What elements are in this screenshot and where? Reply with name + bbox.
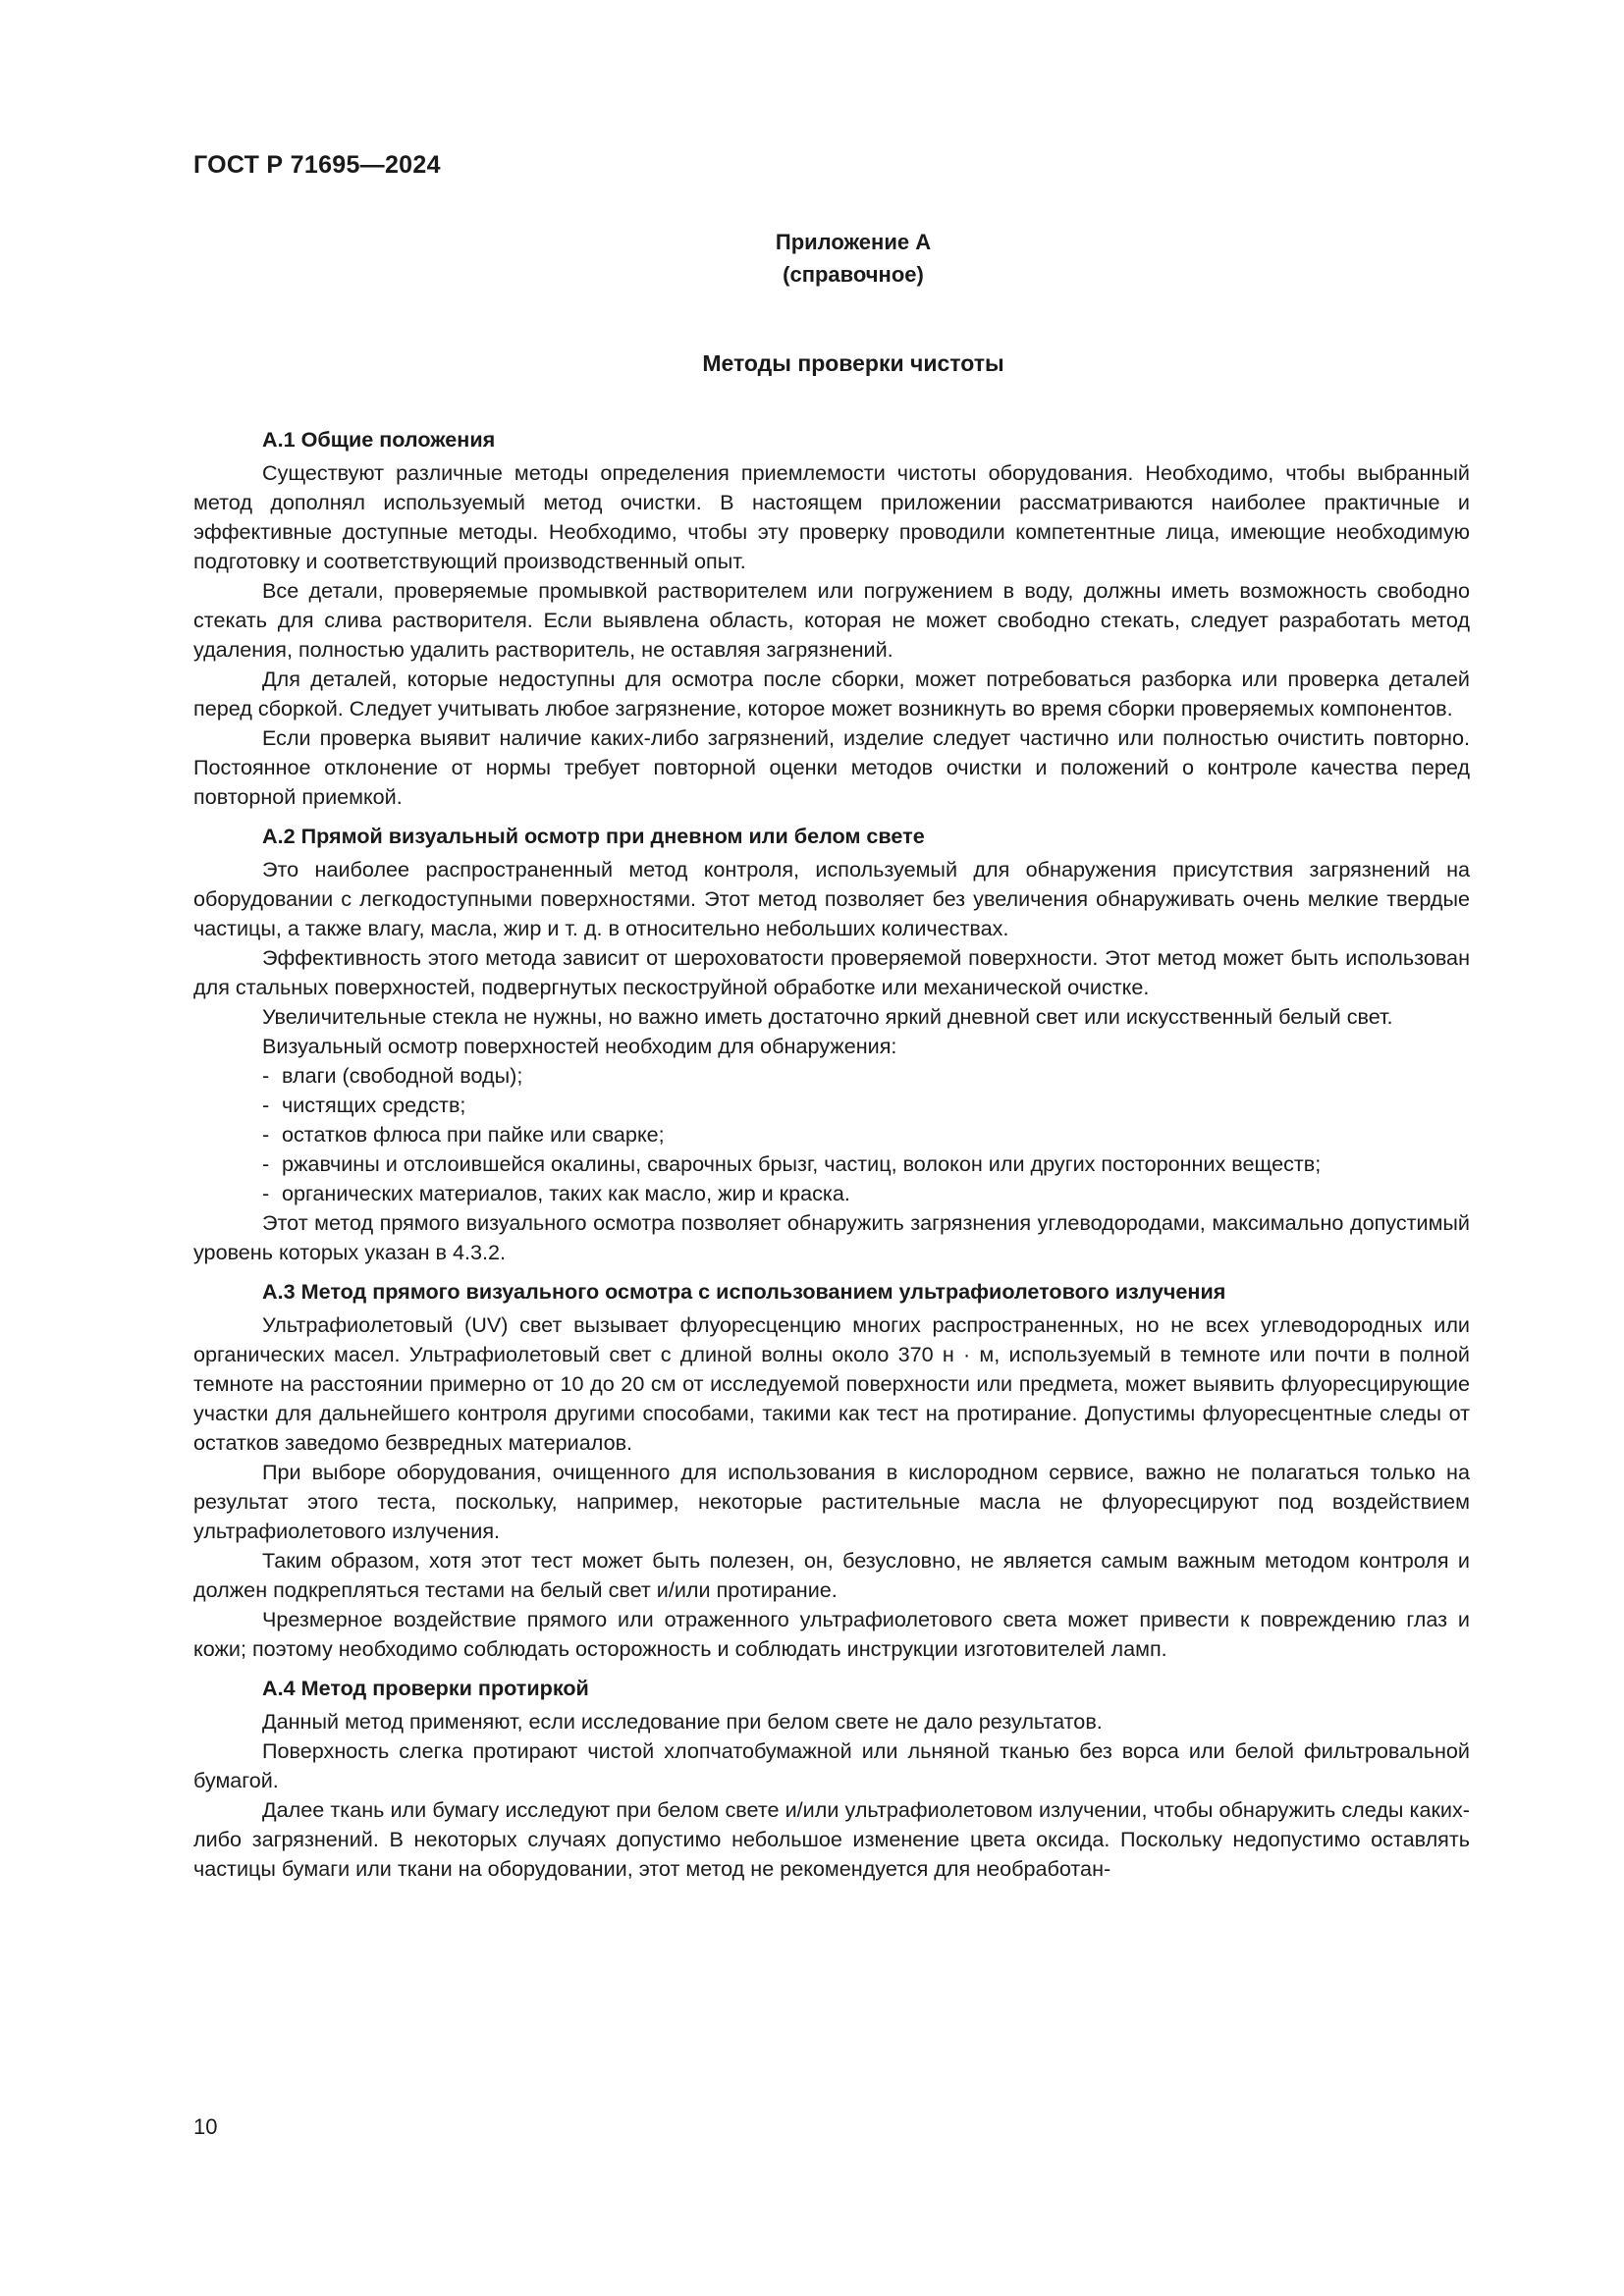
paragraph: Увеличительные стекла не нужны, но важно иметь достаточно яркий дневной свет или искусственный белый свет. [262,1004,1393,1029]
section-a3 [193,1277,1470,1664]
document-code: ГОСТ Р 71695—2024 [193,151,441,179]
section-a2 [193,822,1470,1267]
annex-header [0,226,1624,291]
list-item: - ржавчины и отслоившейся окалины, сварочных брызг, частиц, волокон или других посторонних веществ; [262,1149,1470,1179]
paragraph: Таким образом, хотя этот тест может быть полезен, он, безусловно, не является самым важным методом контроля и должен подкрепляться тестами на белый свет и/или протирание. [193,1548,1470,1602]
section-heading: А.3 Метод прямого визуального осмотра с использованием ультрафиолетового излучения [262,1279,1226,1304]
list-item: - влаги (свободной воды); [262,1061,1470,1091]
section-a1 [193,425,1470,812]
paragraph: Данный метод применяют, если исследование при белом свете не дало результатов. [262,1709,1103,1734]
list-item: - остатков флюса при пайке или сварке; [262,1120,1470,1149]
paragraph: Для деталей, которые недоступны для осмотра после сборки, может потребоваться разборка или проверка деталей перед сборкой. Следует учитывать любое загрязнение, которое может возникнуть во время сборки проверяемых компонентов. [193,667,1470,721]
list-item: - органических материалов, таких как масло, жир и краска. [262,1179,1470,1208]
paragraph: Визуальный осмотр поверхностей необходим для обнаружения: [262,1034,897,1058]
annex-label: Приложение А [775,230,932,254]
document-body [193,425,1470,1884]
page-title: Методы проверки чистоты [702,350,1004,376]
paragraph: При выборе оборудования, очищенного для использования в кислородном сервисе, важно не полагаться только на результат этого теста, поскольку, например, некоторые растительные масла не флуоресцируют под воздействием ультрафиолетового излучения. [193,1460,1470,1543]
paragraph: Если проверка выявит наличие каких-либо загрязнений, изделие следует частично или полностью очистить повторно. Постоянное отклонение от нормы требует повторной оценки методов очистки и положений о контроле качества перед повторной приемкой. [193,725,1470,809]
paragraph: Поверхность слегка протирают чистой хлопчатобумажной или льняной тканью без ворса или белой фильтровальной бумагой. [193,1738,1470,1792]
paragraph: Ультрафиолетовый (UV) свет вызывает флуоресценцию многих распространенных, но не всех углеводородных или органических масел. Ультрафиолетовый свет с длиной волны около 370 н · м, используемый в темноте или почти в полной темноте на расстоянии примерно от 10 до 20 см от исследуемой поверхности или предмета, может выявить флуоресцирующие участки для дальнейшего контроля другими способами, такими как тест на протирание. Допустимы флуоресцентные следы от остатков заведомо безвредных материалов. [193,1312,1470,1455]
paragraph: Существуют различные методы определения приемлемости чистоты оборудования. Необходимо, чтобы выбранный метод дополнял используемый метод очистки. В настоящем приложении рассматриваются наиболее практичные и эффективные доступные методы. Необходимо, чтобы эту проверку проводили компетентные лица, имеющие необходимую подготовку и соответствующий производственный опыт. [193,460,1470,573]
contaminant-list [193,1061,1470,1208]
paragraph: Все детали, проверяемые промывкой растворителем или погружением в воду, должны иметь возможность свободно стекать для слива растворителя. Если выявлена область, которая не может свободно стекать, следует разработать метод удаления, полностью удалить растворитель, не оставляя загрязнений. [193,578,1470,662]
section-heading: А.1 Общие положения [262,427,496,452]
paragraph: Далее ткань или бумагу исследуют при белом свете и/или ультрафиолетовом излучении, чтобы обнаружить следы каких-либо загрязнений. В некоторых случаях допустимо небольшое изменение цвета оксида. Поскольку недопустимо оставлять частицы бумаги или ткани на оборудовании, этот метод не рекомендуется для необработан- [193,1797,1470,1881]
section-a4 [193,1674,1470,1884]
section-heading: А.4 Метод проверки протиркой [262,1676,589,1700]
list-item: - чистящих средств; [262,1091,1470,1120]
paragraph: Чрезмерное воздействие прямого или отраженного ультрафиолетового света может привести к повреждению глаз и кожи; поэтому необходимо соблюдать осторожность и соблюдать инструкции изготовителей ламп. [193,1607,1470,1661]
annex-type: (справочное) [783,262,924,287]
page-number: 10 [193,2114,218,2139]
section-heading: А.2 Прямой визуальный осмотр при дневном или белом свете [262,824,925,848]
paragraph: Это наиболее распространенный метод контроля, используемый для обнаружения присутствия загрязнений на оборудовании с легкодоступными поверхностями. Этот метод позволяет без увеличения обнаруживать очень мелкие твердые частицы, а также влагу, масла, жир и т. д. в относительно небольших количествах. [193,857,1470,940]
paragraph: Этот метод прямого визуального осмотра позволяет обнаружить загрязнения углеводородами, максимально допустимый уровень которых указан в 4.3.2. [193,1210,1470,1264]
paragraph: Эффективность этого метода зависит от шероховатости проверяемой поверхности. Этот метод может быть использован для стальных поверхностей, подвергнутых пескоструйной обработке или механической очистке. [193,945,1470,999]
